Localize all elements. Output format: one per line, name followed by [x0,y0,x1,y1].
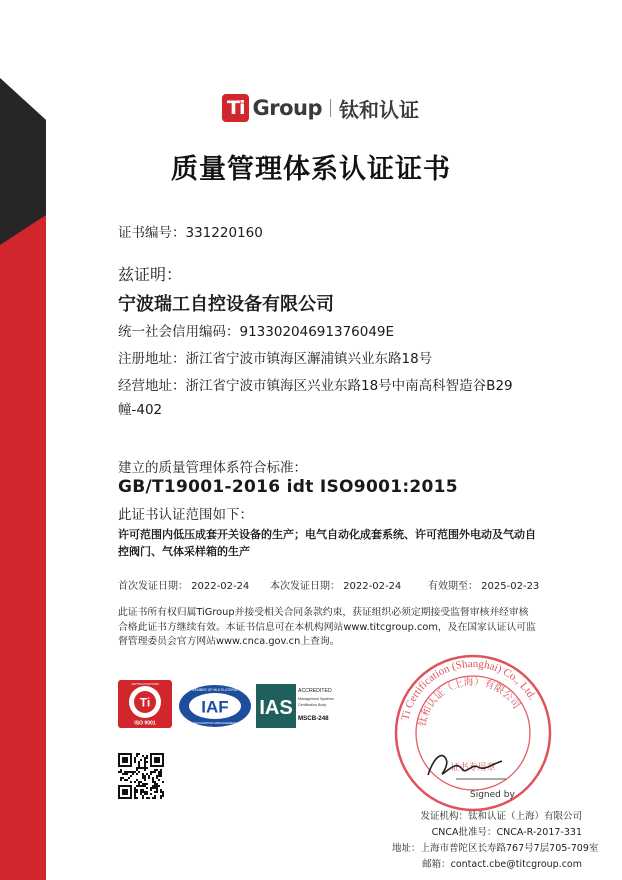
operating-address: 经营地址：浙江省宁波市镇海区兴业东路18号中南高科智造谷B29幢-402 [118,378,513,418]
certificate-title: 质量管理体系认证证书 [171,154,451,185]
this-issue-date: 本次发证日期： 2022-02-24 [270,581,402,592]
iaf-mark-top-text: MEMBER OF MULTILATERAL [191,688,239,692]
first-issue-date: 首次发证日期： 2022-02-24 [118,581,250,592]
ti-mark-center: Ti [139,695,151,710]
standard-intro: 建立的质量管理体系符合标准： [118,460,307,476]
decorative-side-band [0,0,60,880]
ti-mark-bottom-text: ISO 9001 [134,720,156,727]
iaf-mark-bottom-text: RECOGNITION ARRANGEMENT [193,721,237,725]
issuer-address: 地址：上海市普陀区长寿路767号7层705-709室 [392,843,599,854]
ias-mark-center: IAS [259,697,293,719]
seal-inner-text: 钛和认证（上海）有限公司 [417,676,522,728]
scope-intro: 此证书认证范围如下： [118,507,253,523]
tigroup-logo [222,90,419,126]
registered-address: 注册地址：浙江省宁波市镇海区澥浦镇兴业东路18号 [118,351,433,367]
logo-chinese-name: 钛和认证 [339,97,419,122]
company-name: 宁波瑞工自控设备有限公司 [118,294,334,315]
iaf-mark [178,684,252,728]
seal-bottom-text: 证书专用章 [450,763,496,773]
ti-mark-top-text: CERTIFICATION MARK [131,683,159,686]
scope-text: 许可范围内低压成套开关设备的生产；电气自动化成套系统、许可范围外电动及气动自控阀门、气体采样箱的生产 [118,528,536,558]
logo-group-text: Group [252,96,322,120]
ti-certification-mark [118,680,172,728]
signature [420,745,510,785]
signed-by-label: Signed by [470,790,515,800]
qr-code[interactable] [118,753,164,799]
ias-line-2: Management Systems [298,697,334,701]
issuer-info [392,809,599,873]
standard-text: GB/T19001-2016 idt ISO9001:2015 [118,477,458,497]
hereby-certify: 兹证明： [118,265,183,284]
logo-ti-mark: Ti [222,94,249,122]
iaf-mark-center: IAF [201,697,229,717]
valid-until-date: 有效期至： 2025-02-23 [428,581,540,592]
issuer-organization: 发证机构：钛和认证（上海）有限公司 [420,811,582,822]
ias-line-3: Certification Body [298,703,327,707]
issuer-email[interactable]: 邮箱：contact.cbe@titcgroup.com [422,859,582,870]
credit-code: 统一社会信用编码：91330204691376049E [118,324,395,340]
certificate-terms: 此证书所有权归属TiGroup并接受相关合同条款约束，获证组织必须定期接受监督审核并经审核合格此证书方继续有效。本证书信息可在本机构网站www.titcgroup.com，及在国家认证认可监督管理委员会官方网站www.cnca.gov.cn上查询。 [118,607,536,647]
seal-ring-text: Ti Certification (Shanghai) Co., Ltd. [399,657,539,722]
company-seal [393,653,553,813]
ias-accreditation-mark [256,684,342,728]
issuer-approval-number: CNCA批准号：CNCA-R-2017-331 [431,827,582,838]
certificate-number: 证书编号：331220160 [118,225,263,241]
ias-code: MSCB-248 [298,715,329,722]
logo-divider [330,99,331,117]
ias-line-1: ACCREDITED [298,688,332,694]
